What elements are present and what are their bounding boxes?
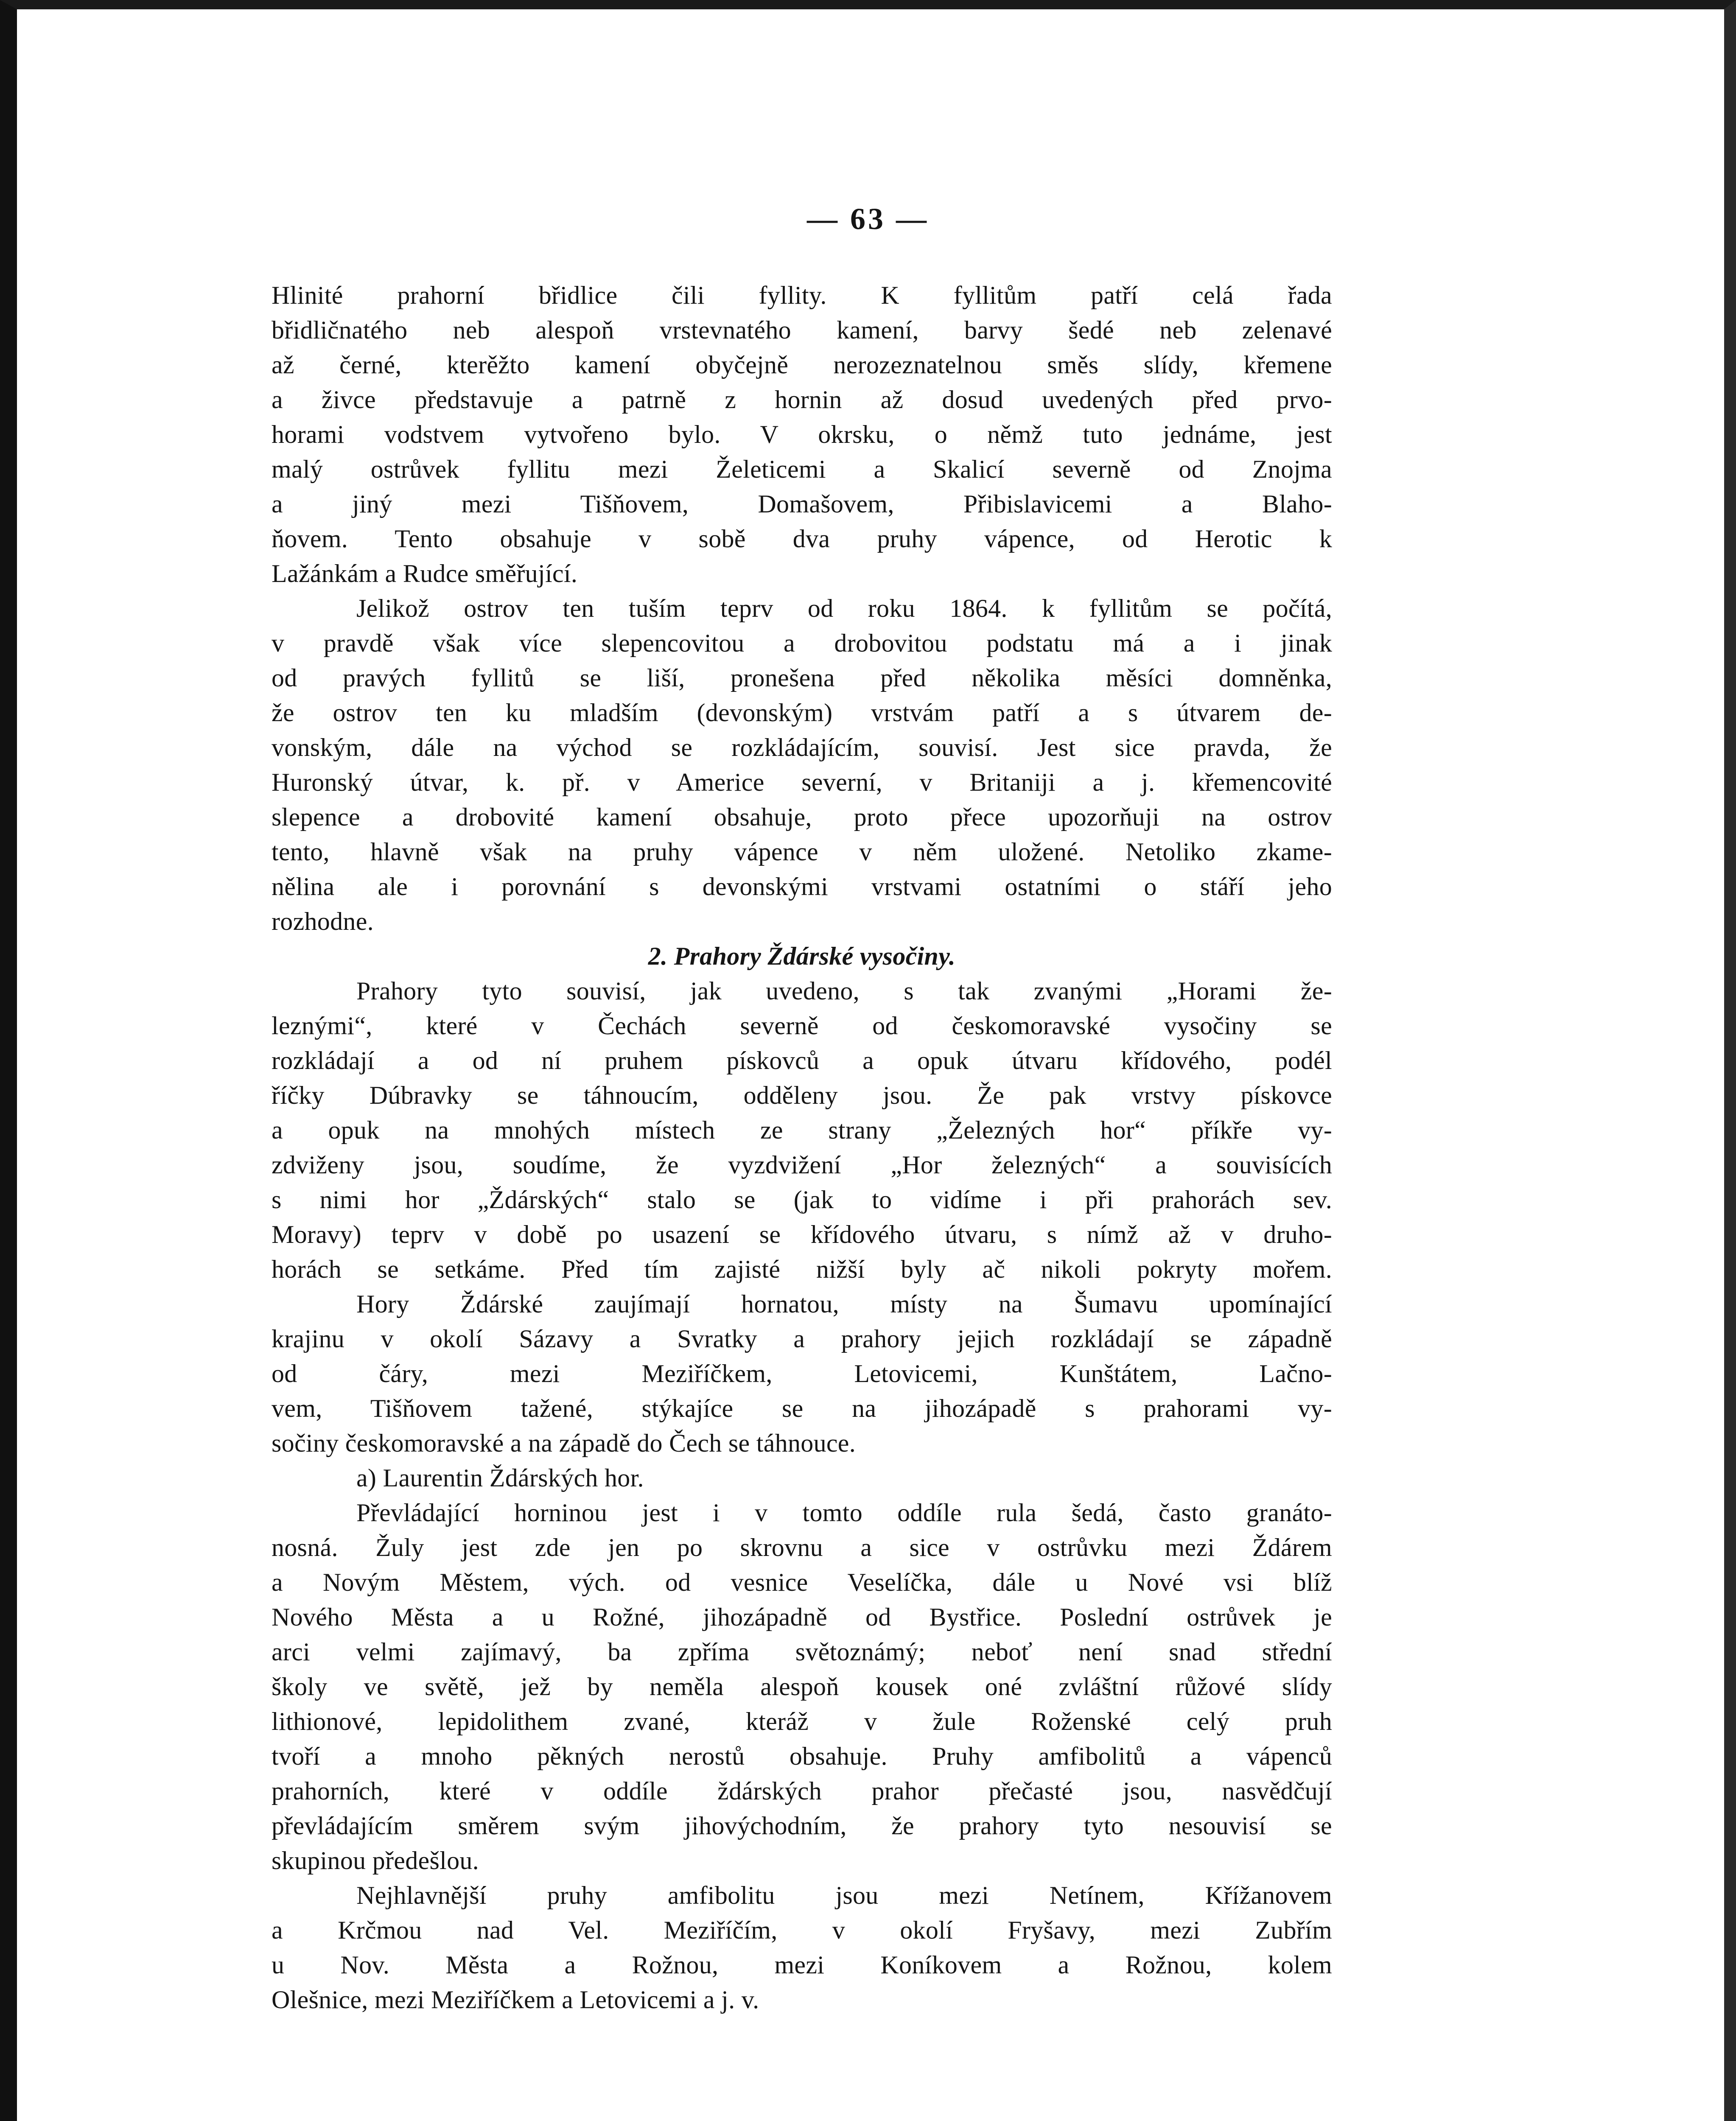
text-line: nělina ale i porovnání s devonskými vrstvami ostatními o stáří jeho bbox=[272, 873, 1332, 901]
text-line: Olešnice, mezi Meziříčkem a Letovicemi a j. v. bbox=[272, 1986, 759, 2014]
text-line: krajinu v okolí Sázavy a Svratky a prahory jejich rozkládají se západně bbox=[272, 1325, 1332, 1353]
text-line: ňovem. Tento obsahuje v sobě dva pruhy vápence, od Herotic k bbox=[272, 525, 1332, 553]
text-line: tento, hlavně však na pruhy vápence v něm uložené. Netoliko zkame- bbox=[272, 838, 1332, 866]
text-line: zdviženy jsou, soudíme, že vyzdvižení „Hor železných“ a souvisících bbox=[272, 1151, 1332, 1179]
text-line: že ostrov ten ku mladším (devonským) vrstvám patří a s útvarem de- bbox=[272, 699, 1332, 727]
text-line: Lažánkám a Rudce směřující. bbox=[272, 560, 578, 588]
text-line: rozhodne. bbox=[272, 907, 374, 935]
subsection-heading: a) Laurentin Ždárských hor. bbox=[356, 1464, 644, 1492]
text-line: Prahory tyto souvisí, jak uvedeno, s tak zvanými „Horami že- bbox=[356, 977, 1332, 1005]
text-line: břidličnatého neb alespoň vrstevnatého kamení, barvy šedé neb zelenavé bbox=[272, 316, 1332, 344]
text-line: leznými“, které v Čechách severně od českomoravské vysočiny se bbox=[272, 1012, 1332, 1040]
paragraph-group-fyllity bbox=[272, 278, 1332, 939]
text-line: s nimi hor „Ždárských“ stalo se (jak to vidíme i při prahorách sev. bbox=[272, 1186, 1332, 1214]
page-body bbox=[272, 278, 1332, 2121]
text-line: sočiny českomoravské a na západě do Čech se táhnouce. bbox=[272, 1429, 856, 1457]
text-line: školy ve světě, jež by neměla alespoň kousek oné zvláštní růžové slídy bbox=[272, 1673, 1332, 1701]
text-line: prahorních, které v oddíle ždárských prahor přečasté jsou, nasvědčují bbox=[272, 1777, 1332, 1805]
text-line: malý ostrůvek fyllitu mezi Želeticemi a Skalicí severně od Znojma bbox=[272, 455, 1332, 483]
text-line: Hory Ždárské zaujímají hornatou, místy na Šumavu upomínající bbox=[356, 1290, 1332, 1318]
text-line: Jelikož ostrov ten tuším teprv od roku 1864. k fyllitům se počítá, bbox=[356, 594, 1332, 622]
text-line: říčky Dúbravky se táhnoucím, odděleny jsou. Že pak vrstvy pískovce bbox=[272, 1081, 1332, 1109]
text-line: tvoří a mnoho pěkných nerostů obsahuje. Pruhy amfibolitů a vápenců bbox=[272, 1742, 1332, 1770]
text-line: horách se setkáme. Před tím zajisté nižší byly ač nikoli pokryty mořem. bbox=[272, 1255, 1332, 1283]
text-line: skupinou předešlou. bbox=[272, 1847, 479, 1875]
text-line: Huronský útvar, k. př. v Americe severní, v Britaniji a j. křemencovité bbox=[272, 768, 1332, 796]
text-line: Hlinité prahorní břidlice čili fyllity. K fyllitům patří celá řada bbox=[272, 281, 1332, 309]
text-line: až černé, kterěžto kamení obyčejně nerozeznatelnou směs slídy, křemene bbox=[272, 351, 1332, 379]
text-line: v pravdě však více slepencovitou a drobovitou podstatu má a i jinak bbox=[272, 629, 1332, 657]
text-line: rozkládají a od ní pruhem pískovců a opuk útvaru křídového, podél bbox=[272, 1047, 1332, 1074]
paragraph-group-laurentin bbox=[272, 1495, 1332, 2017]
text-line: a živce představuje a patrně z hornin až dosud uvedených před prvo- bbox=[272, 386, 1332, 414]
text-line: a Novým Městem, vých. od vesnice Veselíčka, dále u Nové vsi blíž bbox=[272, 1568, 1332, 1596]
text-line: a jiný mezi Tišňovem, Domašovem, Přibislavicemi a Blaho- bbox=[272, 490, 1332, 518]
text-line: lithionové, lepidolithem zvané, kteráž v žule Roženské celý pruh bbox=[272, 1707, 1332, 1735]
text-line: Převládající horninou jest i v tomto oddíle rula šedá, často granáto- bbox=[356, 1499, 1332, 1527]
text-line: od čáry, mezi Meziříčkem, Letovicemi, Kunštátem, Lačno- bbox=[272, 1360, 1332, 1388]
text-line: Moravy) teprv v době po usazení se křídového útvaru, s nímž až v druho- bbox=[272, 1220, 1332, 1248]
text-line: a opuk na mnohých místech ze strany „Železných hor“ příkře vy- bbox=[272, 1116, 1332, 1144]
text-line: Nejhlavnější pruhy amfibolitu jsou mezi Netínem, Křížanovem bbox=[356, 1881, 1332, 1909]
section-heading: 2. Prahory Ždárské vysočiny. bbox=[648, 942, 956, 970]
page-number: — 63 — bbox=[807, 202, 929, 236]
text-line: vonským, dále na východ se rozkládajícím, souvisí. Jest sice pravda, že bbox=[272, 733, 1332, 761]
paragraph-group-prahory bbox=[272, 974, 1332, 1461]
text-line: a Krčmou nad Vel. Meziříčím, v okolí Fryšavy, mezi Zubřím bbox=[272, 1916, 1332, 1944]
text-line: převládajícím směrem svým jihovýchodním, že prahory tyto nesouvisí se bbox=[272, 1812, 1332, 1840]
text-line: u Nov. Města a Rožnou, mezi Koníkovem a Rožnou, kolem bbox=[272, 1951, 1332, 1979]
text-line: slepence a drobovité kamení obsahuje, proto přece upozorňuji na ostrov bbox=[272, 803, 1332, 831]
text-line: vem, Tišňovem tažené, stýkajíce se na jihozápadě s prahorami vy- bbox=[272, 1394, 1332, 1422]
text-line: arci velmi zajímavý, ba zpříma světoznámý; neboť není snad střední bbox=[272, 1638, 1332, 1666]
text-line: nosná. Žuly jest zde jen po skrovnu a sice v ostrůvku mezi Ždárem bbox=[272, 1533, 1332, 1561]
text-line: od pravých fyllitů se liší, pronešena před několika měsíci domněnka, bbox=[272, 664, 1332, 692]
text-line: Nového Města a u Rožné, jihozápadně od Bystřice. Poslední ostrůvek je bbox=[272, 1603, 1332, 1631]
text-line: horami vodstvem vytvořeno bylo. V okrsku, o němž tuto jednáme, jest bbox=[272, 420, 1332, 448]
